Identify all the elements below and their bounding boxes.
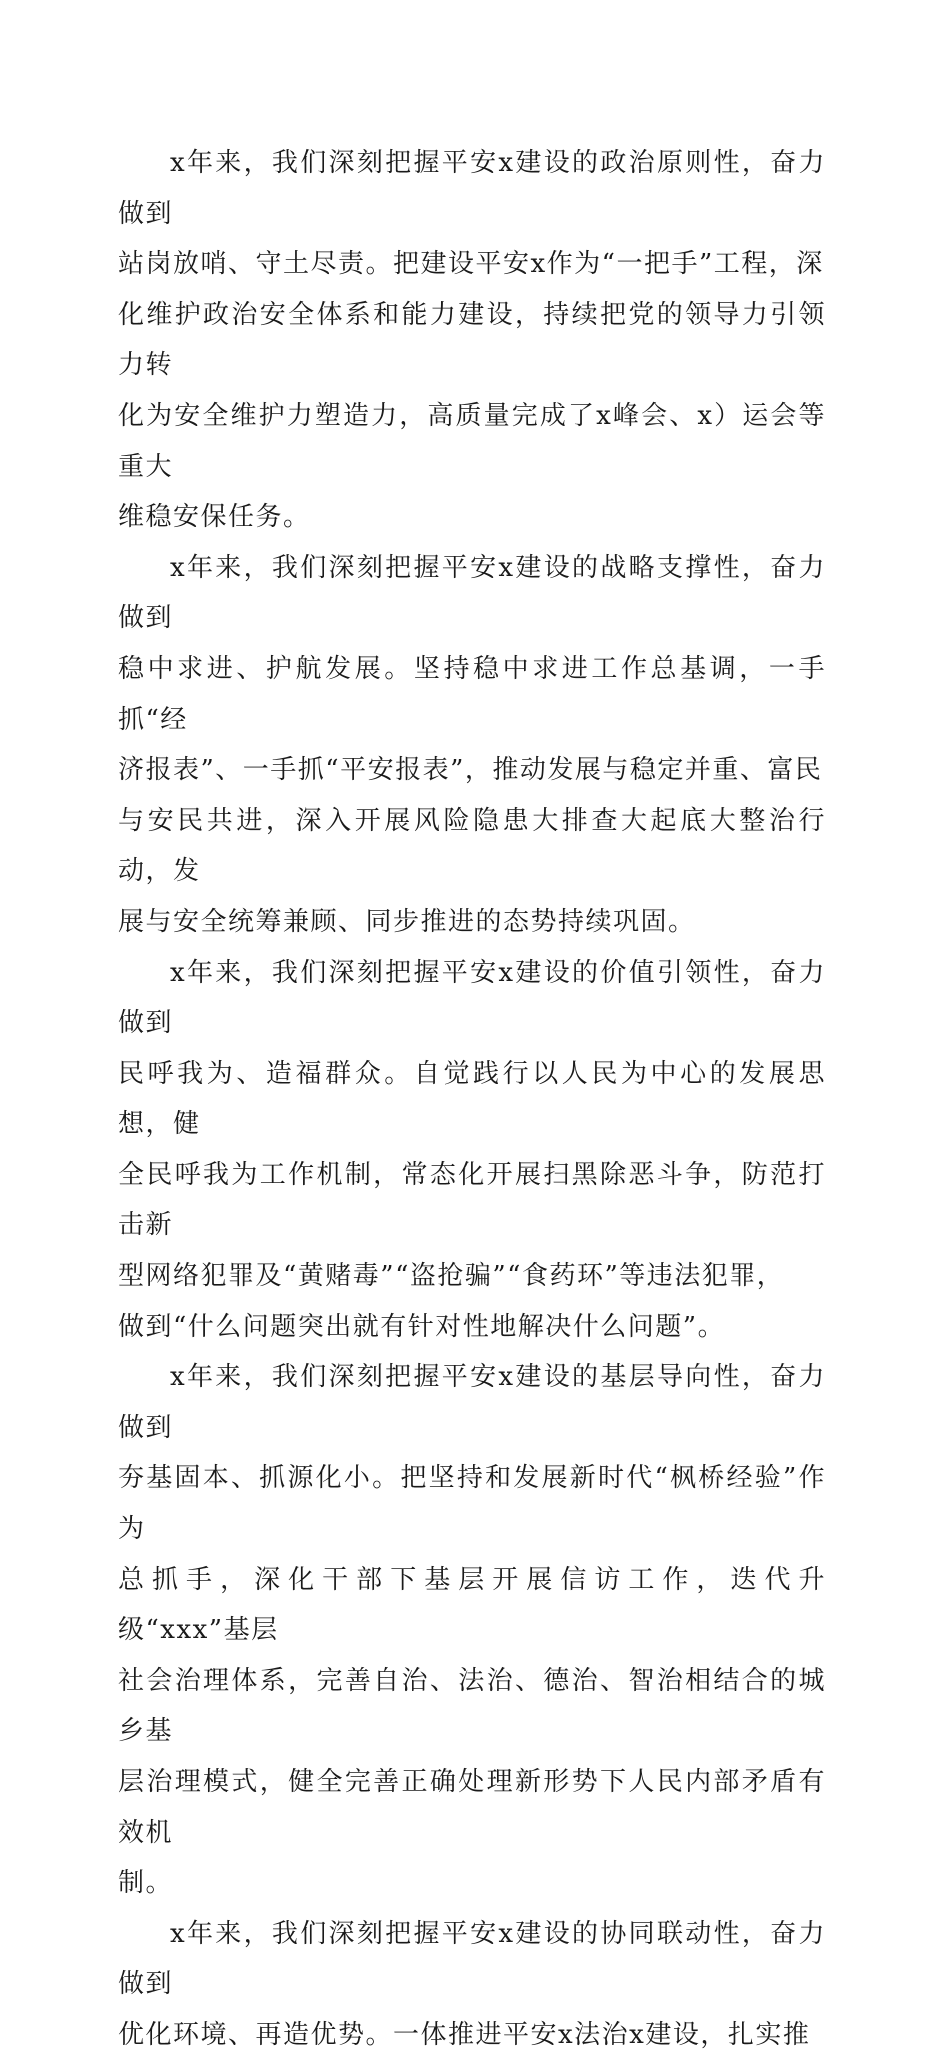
paragraph-3: x年来，我们深刻把握平安x建设的价值引领性，奋力做到 民呼我为、造福群众。自觉践行以人民为中心的发展思想，健 全民呼我为工作机制，常态化开展扫黑除恶斗争，防范打击新 型网络犯罪及“黄赌毒”“盗抢骗”“食药环”等违法犯罪， 做到“什么问题突出就有针对性地解决什么问题”。 (118, 957, 826, 1342)
paragraph-1: x年来，我们深刻把握平安x建设的政治原则性，奋力做到 站岗放哨、守土尽责。把建设平安x作为“一把手”工程，深 化维护政治安全体系和能力建设，持续把党的领导力引领力转 化为安全维护力塑造力，高质量完成了x峰会、x）运会等重大 维稳安保任务。 (118, 148, 826, 533)
paragraph-4: x年来，我们深刻把握平安x建设的基层导向性，奋力做到 夯基固本、抓源化小。把坚持和发展新时代“枫桥经验”作为 总抓手，深化干部下基层开展信访工作，迭代升级“xxx”基层 社会治理体系，完善自治、法治、德治、智治相结合的城乡基 层治理模式，健全完善正确处理新形势下人民内部矛盾有效机 制。 (118, 1362, 826, 1899)
document-body (118, 138, 826, 2061)
paragraph-2: x年来，我们深刻把握平安x建设的战略支撑性，奋力做到 稳中求进、护航发展。坚持稳中求进工作总基调，一手抓“经 济报表”、一手抓“平安报表”，推动发展与稳定并重、富民 与安民共进，深入开展风险隐患大排查大起底大整治行动，发 展与安全统筹兼顾、同步推进的态势持续巩固。 (118, 552, 826, 937)
paragraph-5: x年来，我们深刻把握平安x建设的协同联动性，奋力做到 优化环境、再造优势。一体推进平安x法治x建设，扎实推 (118, 1918, 826, 2050)
